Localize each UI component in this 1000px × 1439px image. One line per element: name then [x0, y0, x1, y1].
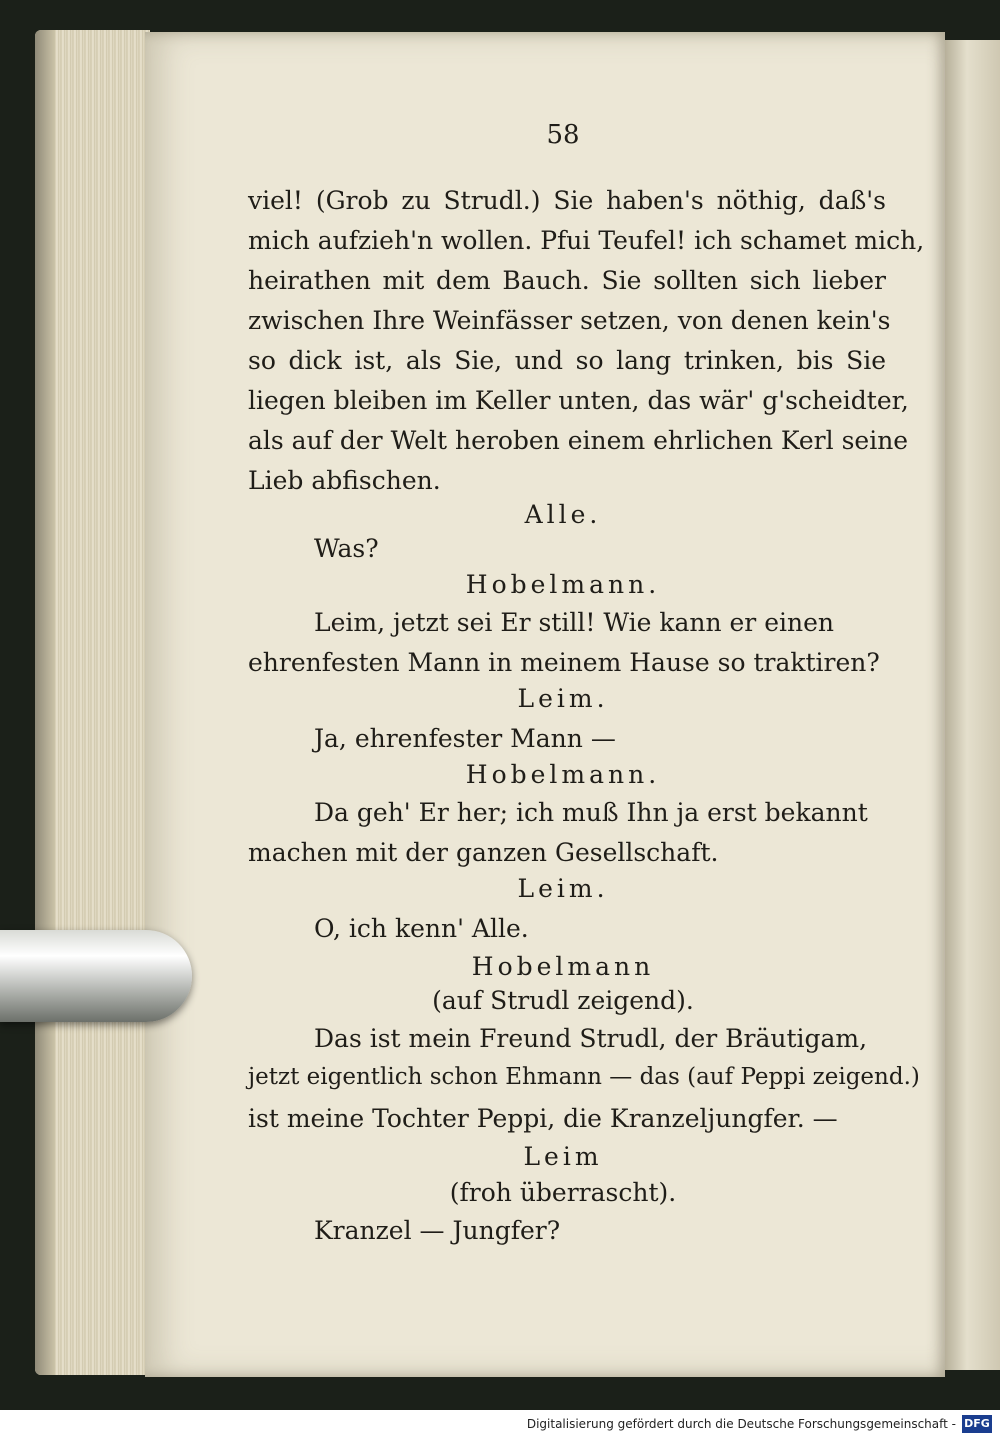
dialogue-line: ist meine Tochter Peppi, die Kranzeljungfer. —: [248, 1104, 838, 1133]
text-line: mich aufzieh'n wollen. Pfui Teufel! ich schamet mich,: [248, 226, 925, 255]
dialogue-line: Was?: [314, 534, 379, 563]
speaker-name: Leim: [523, 1142, 603, 1171]
page-number: 58: [546, 120, 580, 150]
text-line: Lieb abfischen.: [248, 466, 441, 495]
facing-page-edge: [945, 40, 1000, 1370]
text-line: viel! (Grob zu Strudl.) Sie haben's nöthig, daß's: [248, 186, 886, 215]
speaker-name: Hobelmann.: [465, 570, 661, 599]
text-line: so dick ist, als Sie, und so lang trinken, bis Sie: [248, 346, 886, 375]
dialogue-line: machen mit der ganzen Gesellschaft.: [248, 838, 719, 867]
text-line: heirathen mit dem Bauch. Sie sollten sich lieber: [248, 266, 886, 295]
digitization-credit: Digitalisierung gefördert durch die Deutsche Forschungsgemeinschaft -: [526, 1417, 956, 1431]
page-holder-clip: [0, 930, 192, 1022]
footer-bar: [0, 1410, 1000, 1439]
speaker-name: Hobelmann.: [465, 760, 661, 789]
dialogue-line: Kranzel — Jungfer?: [314, 1216, 561, 1245]
dialogue-line: O, ich kenn' Alle.: [314, 914, 529, 943]
text-line: liegen bleiben im Keller unten, das wär' g'scheidter,: [248, 386, 909, 415]
text-line: zwischen Ihre Weinfässer setzen, von denen kein's: [248, 306, 891, 335]
dialogue-line: Da geh' Er her; ich muß Ihn ja erst bekannt: [314, 798, 868, 827]
text-line: als auf der Welt heroben einem ehrlichen Kerl seine: [248, 426, 909, 455]
stage-direction: (auf Strudl zeigend).: [432, 986, 694, 1015]
speaker-name: Hobelmann: [471, 952, 655, 981]
dialogue-line: Leim, jetzt sei Er still! Wie kann er einen: [314, 608, 834, 637]
dialogue-line: ehrenfesten Mann in meinem Hause so traktiren?: [248, 648, 880, 677]
speaker-name: Leim.: [517, 684, 609, 713]
speaker-name: Alle.: [524, 500, 602, 529]
dialogue-line: Ja, ehrenfester Mann —: [314, 724, 616, 753]
dfg-logo-icon: DFG: [962, 1415, 992, 1433]
stage-direction: (froh überrascht).: [449, 1178, 677, 1207]
dialogue-line: jetzt eigentlich schon Ehmann — das (auf Peppi zeigend.): [248, 1064, 920, 1090]
dialogue-line: Das ist mein Freund Strudl, der Bräutigam,: [314, 1024, 868, 1053]
book-cover-edge: [35, 30, 55, 1375]
speaker-name: Leim.: [517, 874, 609, 903]
